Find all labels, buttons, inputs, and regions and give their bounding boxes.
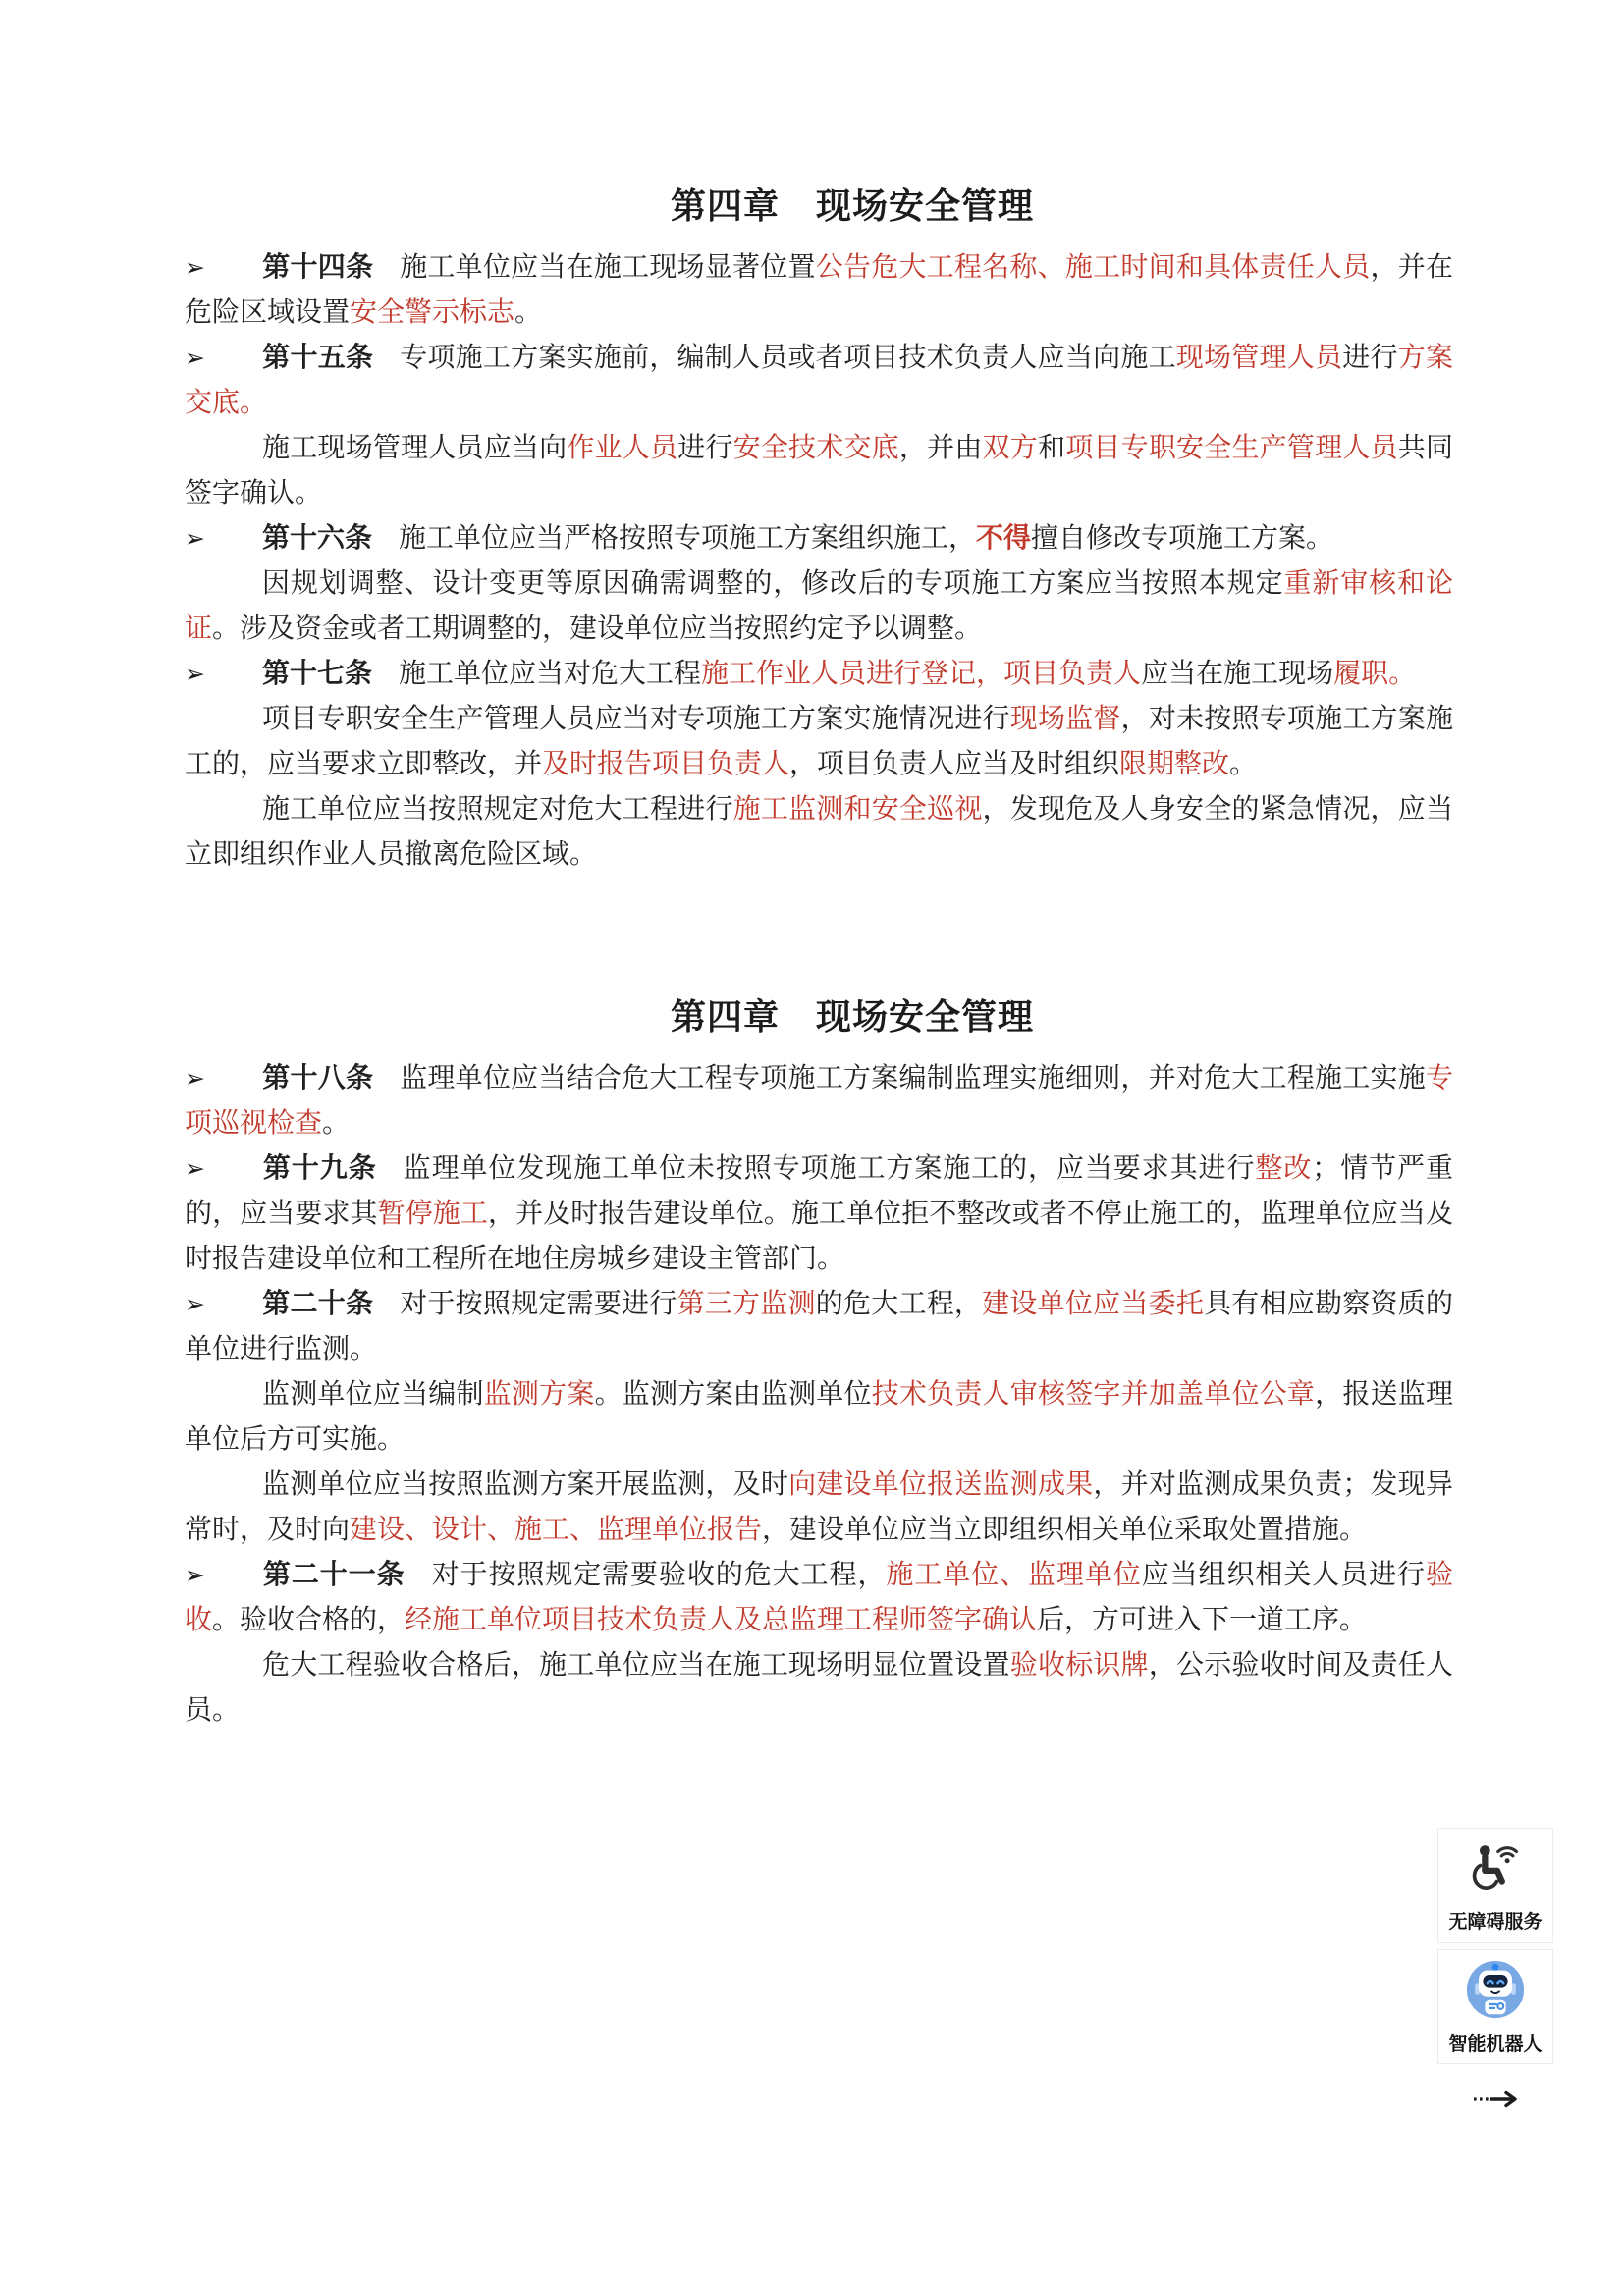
expand-arrow-button[interactable]: [1472, 2090, 1519, 2112]
article-paragraph: [185, 336, 1453, 426]
arrow-bullet-icon: ➢: [185, 1561, 205, 1589]
text-segment: 现场管理人员: [1175, 343, 1343, 373]
text-segment: 的危大工程，: [815, 1289, 983, 1319]
text-segment: 向建设单位报送监测成果: [788, 1469, 1094, 1500]
arrow-bullet-icon: ➢: [185, 1064, 205, 1093]
accessibility-service-label: 无障碍服务: [1448, 1912, 1543, 1933]
text-segment: 因规划调整、设计变更等原因确需调整的，修改后的专项施工方案应当按照本规定: [262, 568, 1284, 599]
article-paragraph: [185, 652, 1453, 697]
arrow-bullet-icon: ➢: [185, 524, 205, 553]
arrow-bullet-icon: ➢: [185, 1290, 205, 1318]
text-segment: 。涉及资金或者工期调整的，建设单位应当按照约定予以调整。: [212, 614, 983, 644]
text-segment: 技术负责人审核签字并加盖单位公章: [871, 1379, 1316, 1410]
text-segment: 监理单位应当结合危大工程专项施工方案编制监理实施细则，并对危大工程施工实施: [400, 1063, 1426, 1094]
text-segment: 擅自修改专项施工方案。: [1031, 523, 1334, 554]
text-segment: ，并在危险区域设置: [185, 252, 1453, 328]
text-segment: ，报送监理单位后方可实施。: [185, 1379, 1453, 1455]
text-segment: 专项巡视检查: [185, 1063, 1453, 1139]
article-number: 第十六条: [262, 523, 373, 554]
text-segment: 监测单位应当编制: [262, 1379, 484, 1410]
chapter-title: 第四章 现场安全管理: [670, 997, 1034, 1037]
text-segment: 施工单位应当按照规定对危大工程进行: [262, 794, 733, 825]
text-segment: 应当在施工现场: [1141, 659, 1334, 689]
floating-widget-stack: [1437, 1828, 1553, 2112]
text-segment: ，项目负责人应当及时组织: [789, 749, 1120, 779]
text-segment: 后，方可进入下一道工序。: [1037, 1605, 1368, 1635]
text-segment: 公告危大工程名称、施工时间和具体责任人员: [815, 252, 1371, 283]
text-segment: ，对未按照专项施工方案施工的，应当要求立即整改，并: [185, 704, 1453, 779]
text-segment: 监测单位应当按照监测方案开展监测，及时: [262, 1469, 789, 1500]
text-segment: 整改: [1255, 1153, 1313, 1184]
body-paragraph: [185, 426, 1453, 516]
text-segment: ，并由: [898, 433, 983, 463]
smart-robot-label: 智能机器人: [1448, 2034, 1543, 2055]
accessibility-service-button[interactable]: [1437, 1828, 1553, 1943]
text-segment: 。: [322, 1108, 351, 1139]
article-number: 第二十一条: [262, 1560, 406, 1590]
text-segment: 安全技术交底: [732, 433, 899, 463]
arrow-bullet-icon: ➢: [185, 344, 205, 372]
text-segment: ，建设单位应当立即组织相关单位采取处置措施。: [762, 1515, 1368, 1545]
text-segment: ，并及时报告建设单位。施工单位拒不整改或者不停止施工的，监理单位应当及时报告建设单位和工程所在地住房城乡建设主管部门。: [185, 1199, 1453, 1274]
text-segment: 双方: [982, 433, 1038, 463]
body-paragraph: [185, 1463, 1453, 1553]
article-number: 第二十条: [262, 1289, 374, 1319]
text-segment: 。: [514, 297, 543, 328]
arrow-bullet-icon: ➢: [185, 253, 205, 282]
smart-robot-button[interactable]: [1437, 1949, 1553, 2064]
text-segment: 限期整改: [1119, 749, 1230, 779]
text-segment: 进行: [1342, 343, 1398, 373]
chapter-section-1: [185, 183, 1453, 878]
text-segment: 对于按照规定需要进行: [400, 1289, 677, 1319]
text-segment: 具有相应勘察资质的单位进行监测。: [185, 1289, 1453, 1364]
text-segment: 项目负责人: [1003, 659, 1142, 689]
chapter-body: [185, 1056, 1453, 1734]
text-segment: 建设、设计、施工、监理单位报告: [350, 1515, 763, 1545]
text-segment: 履职。: [1333, 659, 1417, 689]
text-segment: 重新审核和论证: [185, 568, 1453, 644]
text-segment: 和: [1037, 433, 1066, 463]
body-paragraph: [185, 787, 1453, 878]
text-segment: 不得: [976, 523, 1032, 554]
text-segment: 方案交底。: [185, 343, 1453, 418]
wheelchair-wifi-icon: [1465, 1829, 1526, 1907]
article-paragraph: [185, 245, 1453, 336]
text-segment: 及时报告项目负责人: [542, 749, 790, 779]
body-paragraph: [185, 561, 1453, 652]
text-segment: 第三方监测: [677, 1289, 816, 1319]
text-segment: 施工作业人员进行登记，: [701, 659, 1004, 689]
text-segment: 施工单位、监理单位: [886, 1560, 1142, 1590]
text-segment: 专项施工方案实施前，编制人员或者项目技术负责人应当向施工: [400, 343, 1176, 373]
article-number: 第十七条: [262, 659, 373, 689]
text-segment: 施工单位应当严格按照专项施工方案组织施工，: [399, 523, 977, 554]
chapter-section-2: [185, 993, 1453, 1734]
text-segment: 对于按照规定需要验收的危大工程，: [431, 1560, 887, 1590]
text-segment: 项目专职安全生产管理人员应当对专项施工方案实施情况进行: [262, 704, 1010, 734]
robot-icon: [1465, 1950, 1526, 2029]
text-segment: 施工单位应当在施工现场显著位置: [400, 252, 816, 283]
text-segment: 监测方案: [483, 1379, 595, 1410]
article-paragraph: [185, 1282, 1453, 1372]
article-paragraph: [185, 516, 1453, 561]
text-segment: ，并对监测成果负责；发现异常时，及时向: [185, 1469, 1453, 1545]
text-segment: ，发现危及人身安全的紧急情况，应当立即组织作业人员撤离危险区域。: [185, 794, 1453, 870]
text-segment: 监理单位发现施工单位未按照专项施工方案施工的，应当要求其进行: [403, 1153, 1256, 1184]
text-segment: 作业人员: [567, 433, 678, 463]
text-segment: 验收标识牌: [1009, 1650, 1149, 1681]
text-segment: 。: [1229, 749, 1258, 779]
article-paragraph: [185, 1147, 1453, 1282]
article-number: 第十九条: [262, 1153, 377, 1184]
text-segment: 施工单位应当对危大工程: [399, 659, 702, 689]
body-paragraph: [185, 697, 1453, 787]
text-segment: 危大工程验收合格后，施工单位应当在施工现场明显位置设置: [262, 1650, 1010, 1681]
text-segment: 。监测方案由监测单位: [594, 1379, 872, 1410]
article-number: 第十八条: [262, 1063, 374, 1094]
text-segment: 现场监督: [1009, 704, 1121, 734]
article-number: 第十四条: [262, 252, 374, 283]
text-segment: 施工监测和安全巡视: [732, 794, 983, 825]
text-segment: 项目专职安全生产管理人员: [1065, 433, 1398, 463]
chapter-body: [185, 245, 1453, 878]
text-segment: 验收: [185, 1560, 1453, 1635]
text-segment: 施工现场管理人员应当向: [262, 433, 568, 463]
arrow-bullet-icon: ➢: [185, 1154, 205, 1183]
text-segment: 经施工单位项目技术负责人及总监理工程师签字确认: [405, 1605, 1038, 1635]
text-segment: 共同签字确认。: [185, 433, 1453, 508]
text-segment: 进行: [677, 433, 733, 463]
body-paragraph: [185, 1372, 1453, 1463]
text-segment: ；情节严重的，应当要求其: [185, 1153, 1453, 1229]
chapter-title: 第四章 现场安全管理: [670, 187, 1034, 226]
text-segment: 。验收合格的，: [212, 1605, 406, 1635]
article-paragraph: [185, 1553, 1453, 1643]
text-segment: ，公示验收时间及责任人员。: [185, 1650, 1453, 1726]
text-segment: 安全警示标志: [350, 297, 515, 328]
text-segment: 建设单位应当委托: [982, 1289, 1205, 1319]
body-paragraph: [185, 1643, 1453, 1734]
text-segment: 应当组织相关人员进行: [1141, 1560, 1426, 1590]
text-segment: 暂停施工: [377, 1199, 488, 1229]
article-number: 第十五条: [262, 343, 374, 373]
article-paragraph: [185, 1056, 1453, 1147]
arrow-bullet-icon: ➢: [185, 660, 205, 688]
